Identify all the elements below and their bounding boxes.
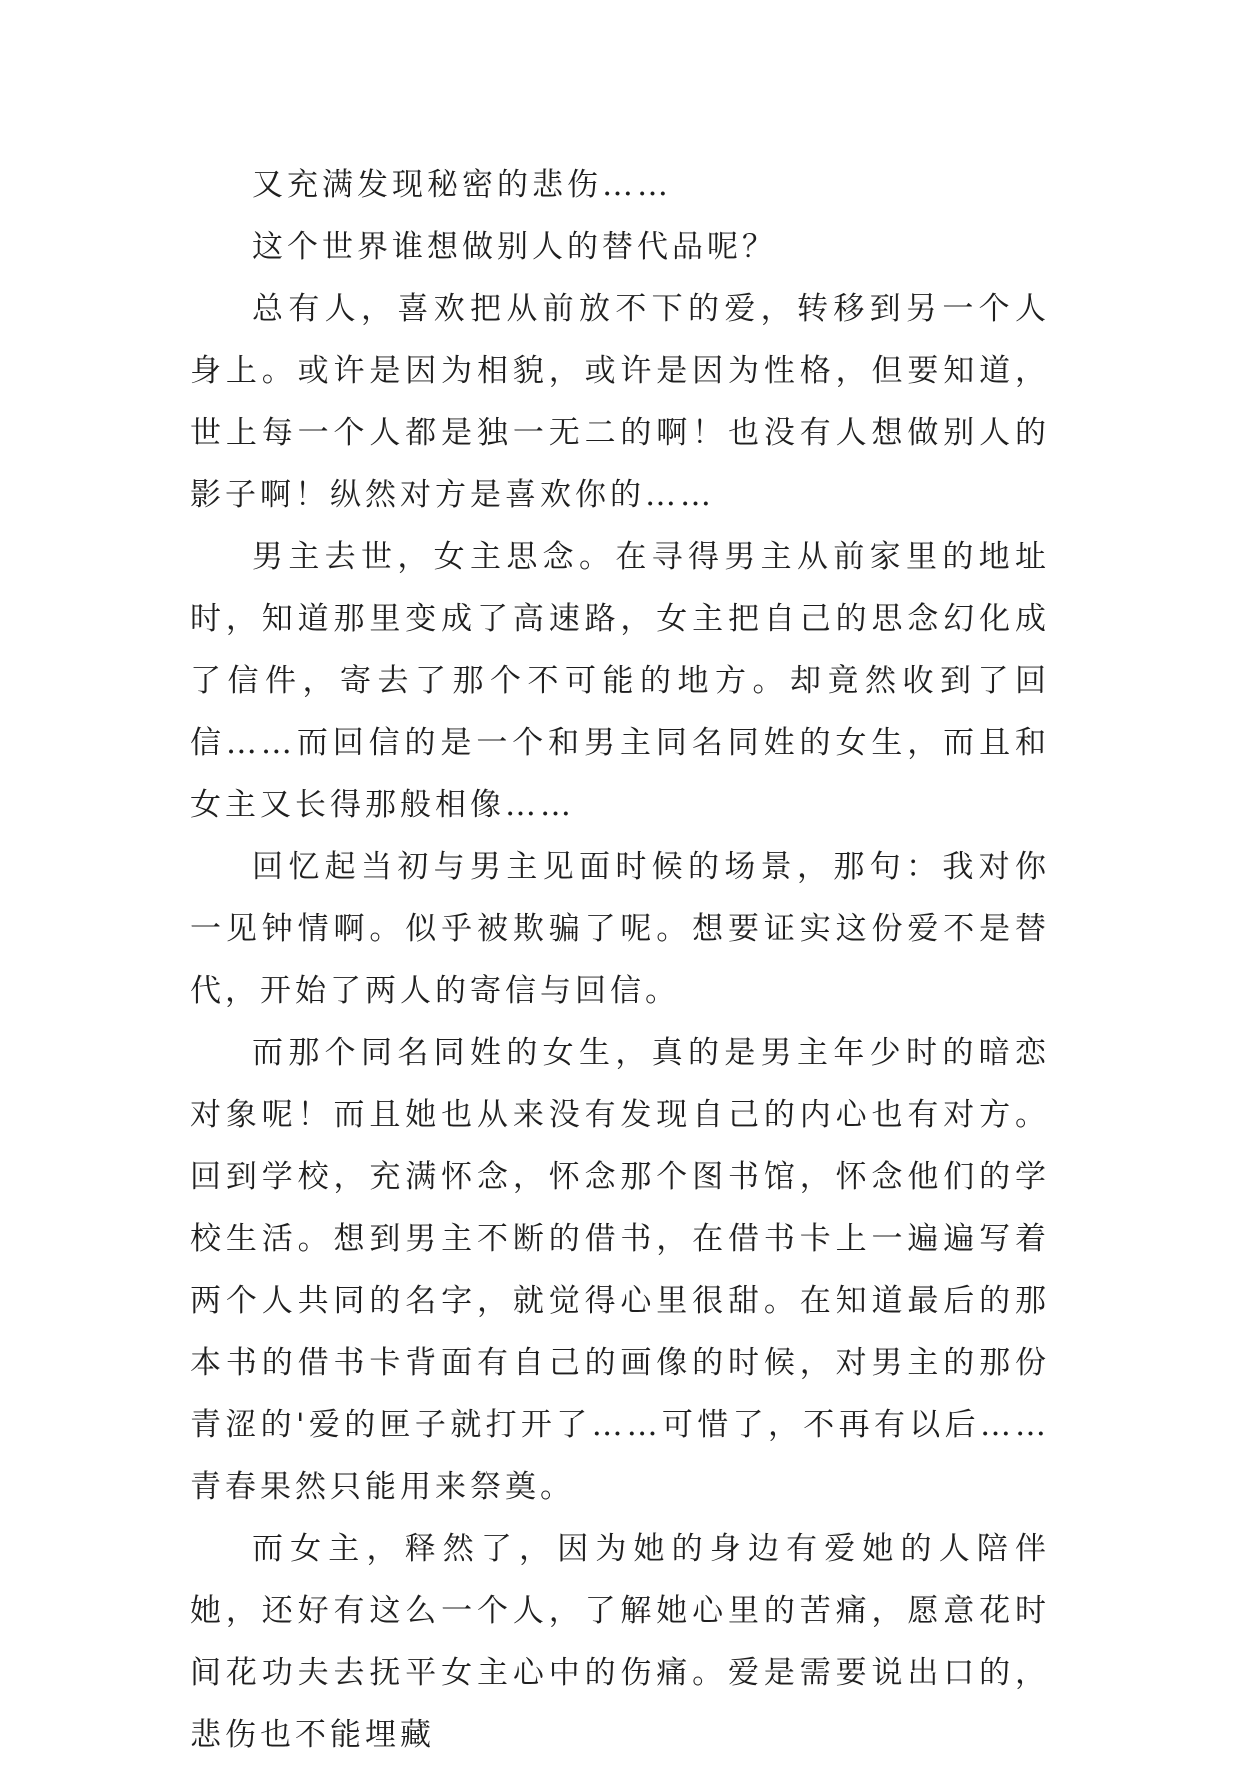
- paragraph: 总有人，喜欢把从前放不下的爱，转移到另一个人身上。或许是因为相貌，或许是因为性格，但要知道，世上每一个人都是独一无二的啊！也没有人想做别人的影子啊！纵然对方是喜欢你的……: [190, 291, 1050, 513]
- paragraph: 这个世界谁想做别人的替代品呢？: [252, 229, 777, 265]
- paragraph: 而那个同名同姓的女生，真的是男主年少时的暗恋对象呢！而且她也从来没有发现自己的内心也有对方。回到学校，充满怀念，怀念那个图书馆，怀念他们的学校生活。想到男主不断的借书，在借书卡上一遍遍写着两个人共同的名字，就觉得心里很甜。在知道最后的那本书的借书卡背面有自己的画像的时候，对男主的那份青涩的'爱的匣子就打开了……可惜了，不再有以后……青春果然只能用来祭奠。: [190, 1035, 1050, 1505]
- paragraph: 男主去世，女主思念。在寻得男主从前家里的地址时，知道那里变成了高速路，女主把自己的思念幻化成了信件，寄去了那个不可能的地方。却竟然收到了回信……而回信的是一个和男主同名同姓的女生，而且和女主又长得那般相像……: [190, 539, 1050, 823]
- paragraph: 而女主，释然了，因为她的身边有爱她的人陪伴她，还好有这么一个人，了解她心里的苦痛，愿意花时间花功夫去抚平女主心中的伤痛。爱是需要说出口的，悲伤也不能埋藏: [190, 1531, 1050, 1753]
- body-text: [190, 154, 1050, 1766]
- paragraph: 回忆起当初与男主见面时候的场景，那句：我对你一见钟情啊。似乎被欺骗了呢。想要证实这份爱不是替代，开始了两人的寄信与回信。: [190, 849, 1050, 1009]
- paragraph: 又充满发现秘密的悲伤……: [252, 167, 672, 203]
